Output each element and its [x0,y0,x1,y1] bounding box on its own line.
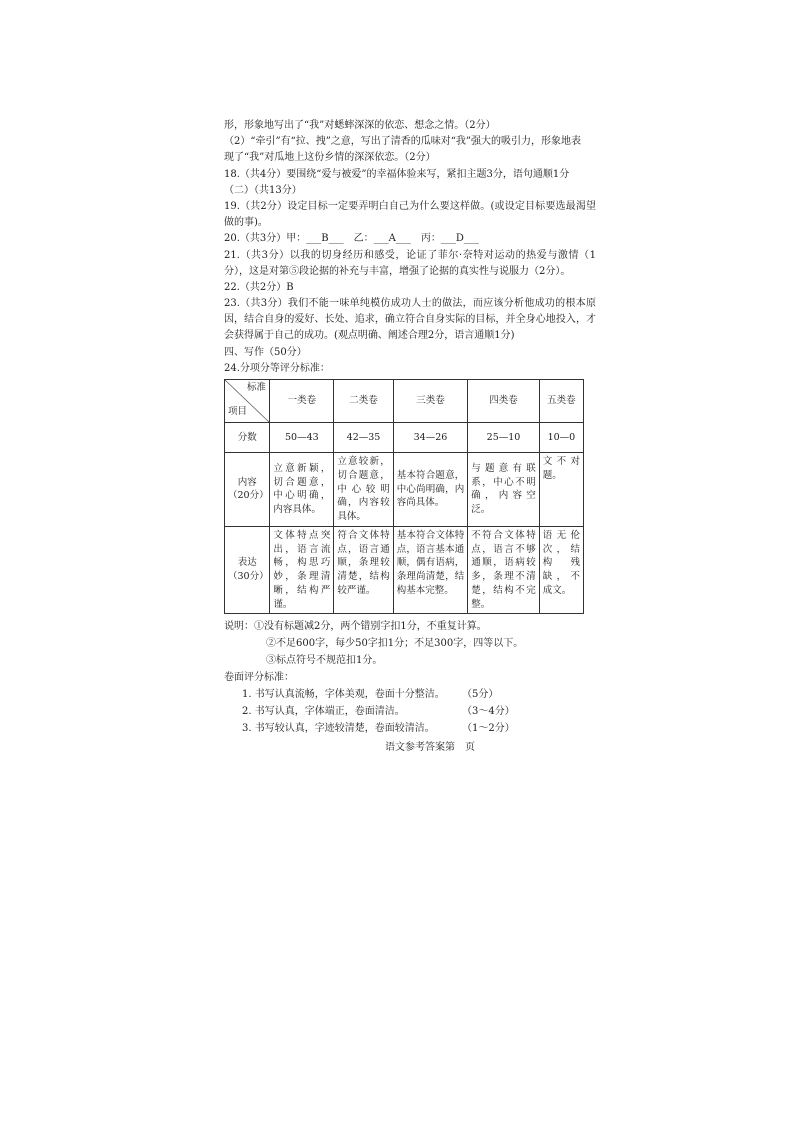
expression-points: （30分） [228,571,269,583]
question-23-answer: 23.（共3分）我们不能一味单纯模仿成功人士的做法，而应该分析他成功的根本原因，结合自身的爱好、长处、追求，确立符合自身实际的目标，并全身心地投入，才会获得属于自己的成功。(观点明确、阐述合理2分，语言通顺1分) [224,298,596,342]
note-line: ②不足600字，每少50字扣1分；不足300字，四等以下。 [266,638,524,650]
expression-cell: 文体特点突出，语言流畅，构思巧妙，条理清晰，结构严谨。 [270,526,334,614]
score-row-label: 分数 [225,423,270,453]
expression-cell: 基本符合文体特点，语言基本通顺，偶有语病，条理尚清楚，结构基本完整。 [393,526,468,614]
section-heading: （二）（共13分） [224,184,302,196]
question-20-answer: 20.（共3分）甲：___B___ 乙：___A___ 丙：___D___ [224,233,479,245]
table-header-row [225,380,584,423]
rubric-item-text: 1. 书写认真流畅，字体美观，卷面十分整洁。 [242,689,445,701]
answer-line: 形，形象地写出了“我”对蟋蟀深深的依恋、想念之情。（2分） [224,120,496,131]
score-row [225,423,584,453]
expression-cell: 不符合文体特点，语言不够通顺，语病较多，条理不清楚，结构不完整。 [468,526,540,614]
corner-cell [225,380,270,423]
corner-item-label: 项目 [228,406,248,418]
content-cell: 立意新颖，切合题意，中心明确，内容具体。 [270,453,334,527]
content-row [225,453,584,527]
rubric-item-text: 2. 书写认真，字体端正，卷面清洁。 [242,706,405,718]
header-grade-3: 三类卷 [393,380,468,423]
note-line: ③标点符号不规范扣1分。 [266,655,383,667]
expression-row-label [225,526,270,614]
header-grade-1: 一类卷 [270,380,334,423]
corner-standard-label: 标准 [246,382,266,393]
content-cell: 立意较新，切合题意，中心较明确，内容较具体。 [334,453,393,527]
rubric-item [224,720,596,737]
score-cell: 10—0 [539,423,583,453]
score-cell: 25—10 [468,423,540,453]
content-label: 内容 [237,476,257,488]
content-cell: 与题意有联系，中心不明确，内容空泛。 [468,453,540,527]
score-cell: 50—43 [270,423,334,453]
writing-heading: 四、写作（50分） [224,346,307,358]
content-points: （20分） [228,490,269,502]
header-grade-5: 五类卷 [539,380,583,423]
content-cell: 基本符合题意，中心尚明确，内容尚具体。 [393,453,468,527]
notes-block [224,618,596,756]
answer-page [224,118,596,756]
question-19-answer: 19.（共2分）设定目标一定要弄明白自己为什么要这样做。(或设定目标要选最渴望做的事)。 [224,200,596,229]
score-cell: 42—35 [334,423,393,453]
answer-line: 现了“我”对瓜地上这份乡情的深深依恋。（2分） [224,152,436,164]
rubric-item-score: （1～2分） [462,723,515,735]
question-18-answer: 18.（共4分）要围绕“爱与被爱”的幸福体验来写，紧扣主题3分，语句通顺1分 [224,168,570,180]
rubric-item [224,686,596,703]
answer-line: （2）“牵引”有“拉、拽”之意，写出了清香的瓜味对“我”强大的吸引力，形象地表 [224,136,582,148]
content-cell: 文不对题。 [539,453,583,527]
expression-cell: 语无伦次，结构残缺，不成文。 [539,526,583,614]
note-line: 说明：①没有标题减2分，两个错别字扣1分，不重复计算。 [224,621,487,633]
rubric-item-score: （3～4分） [462,706,515,718]
question-21-answer: 21.（共3分）以我的切身经历和感受，论证了菲尔·奈特对运动的热爱与激情（1分），这是对第⑤段论据的补充与丰富，增强了论据的真实性与说服力（2分）。 [224,249,596,277]
expression-cell: 符合文体特点，语言通顺，条理较清楚，结构较严谨。 [334,526,393,614]
score-cell: 34—26 [393,423,468,453]
rubric-item [224,703,596,720]
header-grade-4: 四类卷 [468,380,540,423]
question-22-answer: 22.（共2分）B [224,281,294,293]
rubric-item-score: （5分） [462,689,499,701]
page-footer: 语文参考答案第 页 [385,742,475,754]
scoring-title: 24.分项分等评分标准： [224,362,330,374]
rubric-item-text: 3. 书写较认真，字迹较清楚，卷面较清洁。 [242,723,435,735]
header-grade-2: 二类卷 [334,380,393,423]
expression-label: 表达 [237,557,257,569]
content-row-label [225,453,270,527]
scoring-table [224,379,584,614]
rubric-title: 卷面评分标准： [224,672,294,684]
expression-row [225,526,584,614]
